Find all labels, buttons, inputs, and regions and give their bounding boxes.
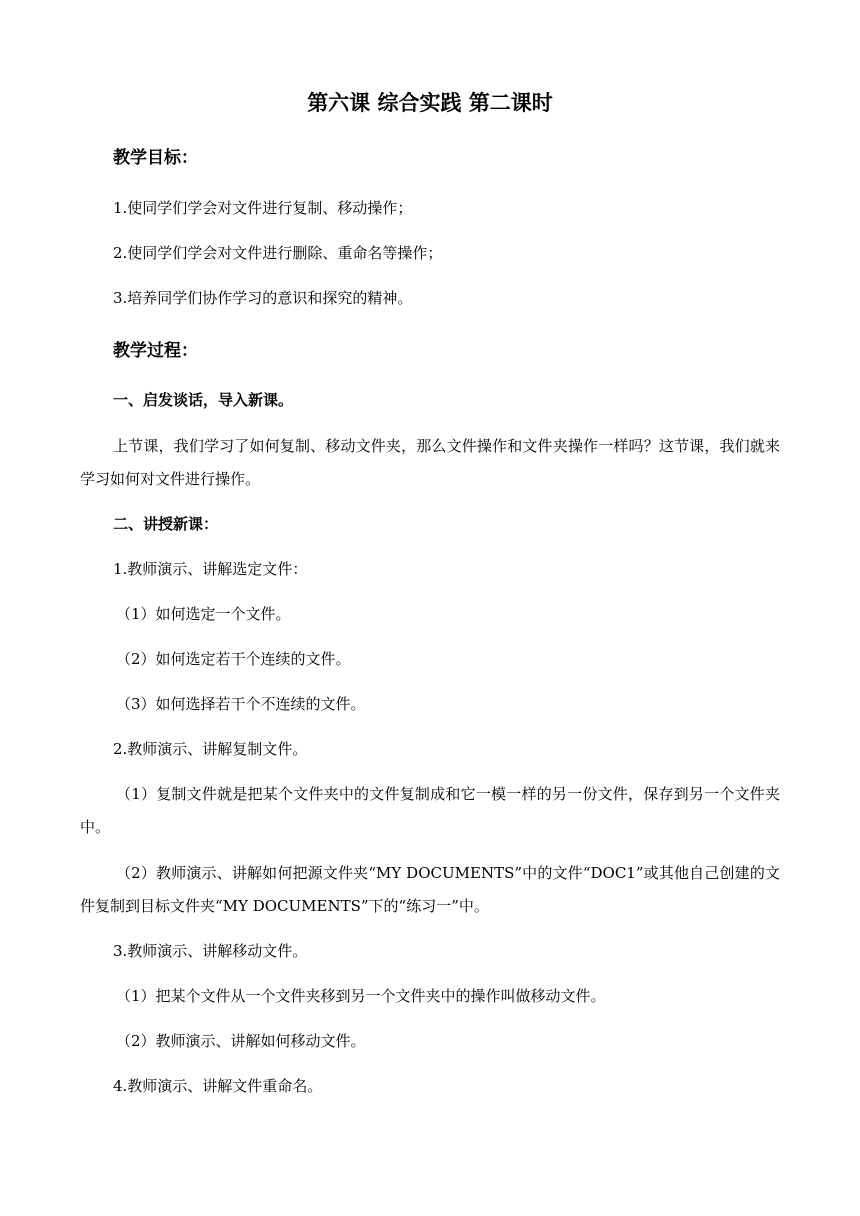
objective-item-3: 3.培养同学们协作学习的意识和探究的精神。 (113, 289, 413, 307)
step1-item-3: （3）如何选择若干个不连续的文件。 (116, 695, 366, 713)
objective-item-1: 1.使同学们学会对文件进行复制、移动操作； (113, 199, 413, 217)
objective-item-2: 2.使同学们学会对文件进行删除、重命名等操作； (113, 244, 443, 262)
step1-label: 1.教师演示、讲解选定文件： (113, 560, 308, 578)
section2-heading: 二、讲授新课： (113, 515, 219, 533)
page-title: 第六课 综合实践 第二课时 (307, 91, 553, 115)
process-heading: 教学过程： (113, 341, 198, 361)
step2-item-1: （1）复制文件就是把某个文件夹中的文件复制成和它一模一样的另一份文件，保存到另一个文件夹中。 (80, 785, 780, 836)
section1-paragraph: 上节课，我们学习了如何复制、移动文件夹，那么文件操作和文件夹操作一样吗？这节课，我们就来学习如何对文件进行操作。 (80, 437, 780, 488)
step2-item-2: （2）教师演示、讲解如何把源文件夹“MY DOCUMENTS”中的文件“DOC1”或其他自己创建的文件复制到目标文件夹“MY DOCUMENTS”下的“练习一”中。 (80, 864, 780, 915)
step4-label: 4.教师演示、讲解文件重命名。 (113, 1077, 323, 1095)
section1-heading: 一、启发谈话，导入新课。 (113, 391, 294, 409)
step1-item-1: （1）如何选定一个文件。 (116, 605, 291, 623)
objectives-heading: 教学目标： (113, 148, 198, 168)
step3-item-2: （2）教师演示、讲解如何移动文件。 (116, 1032, 366, 1050)
step3-label: 3.教师演示、讲解移动文件。 (113, 942, 308, 960)
step2-label: 2.教师演示、讲解复制文件。 (113, 740, 308, 758)
step3-item-1: （1）把某个文件从一个文件夹移到另一个文件夹中的操作叫做移动文件。 (116, 987, 606, 1005)
step1-item-2: （2）如何选定若干个连续的文件。 (116, 650, 351, 668)
